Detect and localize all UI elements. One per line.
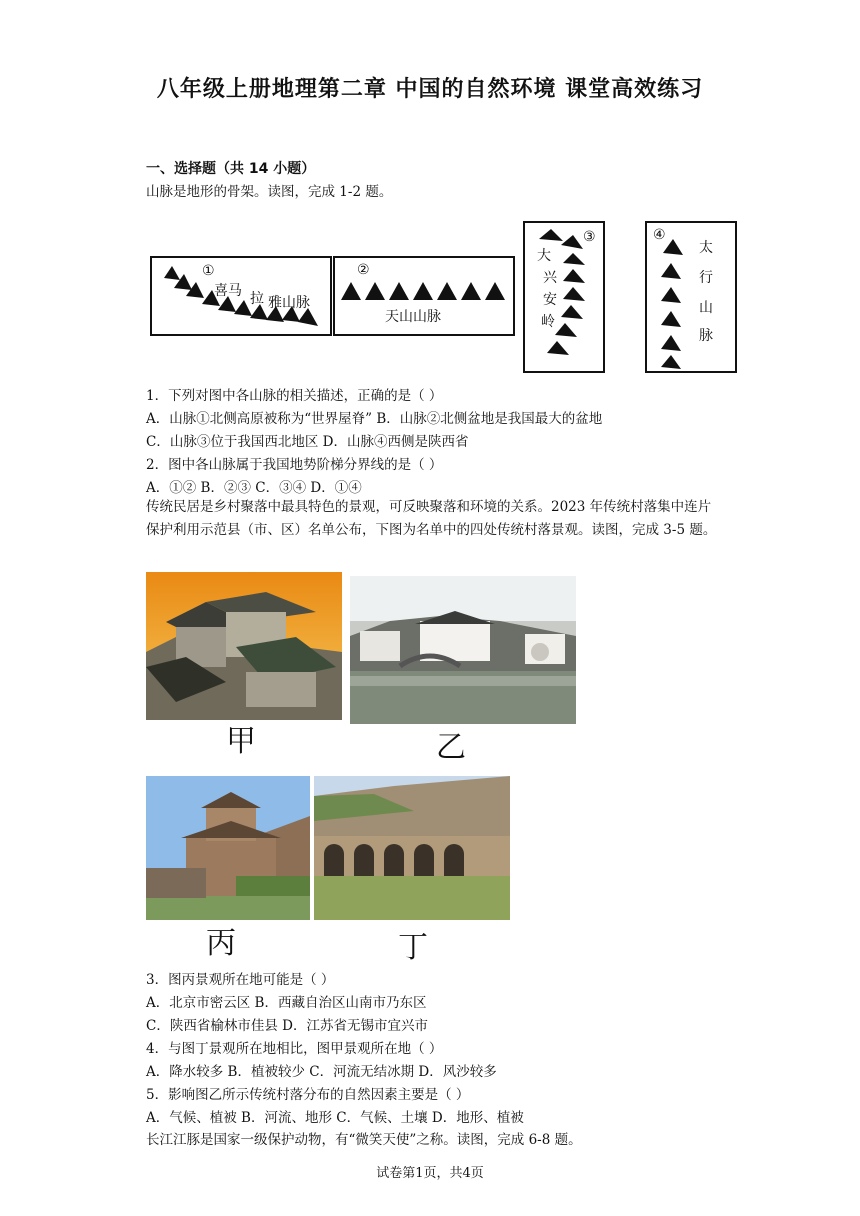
water-village-image [350, 576, 576, 724]
caption-bing: 丙 [206, 926, 236, 961]
cliff-temple-image [146, 776, 310, 920]
q1-stem: 1．下列对图中各山脉的相关描述，正确的是（ ） [146, 388, 443, 404]
q3-stem: 3．图丙景观所在地可能是（ ） [146, 972, 335, 988]
mountain-1-label-a: 喜马 [214, 283, 242, 299]
mountain-4-label-a: 太 [699, 240, 713, 256]
caption-jia: 甲 [226, 724, 256, 759]
mountain-4-label-d: 脉 [699, 328, 713, 344]
q3-options-cd: C．陕西省榆林市佳县 D．江苏省无锡市宜兴市 [146, 1018, 428, 1034]
q4-stem: 4．与图丁景观所在地相比，图甲景观所在地（ ） [146, 1041, 443, 1057]
courtyard-house-image [146, 572, 342, 720]
page-footer: 试卷第1页，共4页 [376, 1166, 484, 1181]
photo-ding [314, 776, 510, 920]
q2-stem: 2．图中各山脉属于我国地势阶梯分界线的是（ ） [146, 457, 443, 473]
caption-yi: 乙 [436, 730, 466, 765]
cave-dwelling-image [314, 776, 510, 920]
mountain-3-label-c: 安 [543, 292, 557, 308]
mountain-2-number: ② [357, 262, 370, 278]
photo-yi [350, 576, 576, 724]
q4-options: A．降水较多 B．植被较少 C．河流无结冰期 D．风沙较多 [146, 1064, 497, 1080]
himalaya-box [150, 256, 332, 336]
caption-ding: 丁 [398, 930, 428, 965]
section-heading: 一、选择题（共 14 小题） [146, 161, 316, 177]
photo-bing [146, 776, 310, 920]
mountain-4-label-c: 山 [699, 300, 713, 316]
daxinganling-box [523, 221, 605, 373]
mountain-3-number: ③ [583, 229, 596, 245]
mountain-3-label-d: 岭 [541, 314, 555, 330]
taihang-mountain-icon [647, 223, 735, 371]
q3-options-ab: A．北京市密云区 B．西藏自治区山南市乃东区 [146, 995, 427, 1011]
q5-options: A．气候、植被 B．河流、地形 C．气候、土壤 D．地形、植被 [146, 1110, 524, 1126]
intro-q3-5: 传统民居是乡村聚落中最具特色的景观，可反映聚落和环境的关系。2023 年传统村落集中连片保护利用示范县（市、区）名单公布，下图为名单中的四处传统村落景观。读图，完成 3-5 题。 [146, 499, 717, 538]
intro-q1-2: 山脉是地形的骨架。读图，完成 1-2 题。 [146, 184, 393, 200]
mountain-2-label: 天山山脉 [385, 309, 441, 325]
mountain-4-label-b: 行 [699, 270, 713, 286]
tianshan-box [333, 256, 515, 336]
page-title: 八年级上册地理第二章 中国的自然环境 课堂高效练习 [156, 77, 704, 102]
mountain-3-label-b: 兴 [543, 270, 557, 286]
photo-jia [146, 572, 342, 720]
taihang-box [645, 221, 737, 373]
q1-options-cd: C．山脉③位于我国西北地区 D．山脉④西侧是陕西省 [146, 434, 469, 450]
mountain-1-label-c: 雅山脉 [268, 295, 310, 311]
q5-stem: 5．影响图乙所示传统村落分布的自然因素主要是（ ） [146, 1087, 470, 1103]
mountain-3-label-a: 大 [537, 248, 551, 264]
q1-options-ab: A．山脉①北侧高原被称为“世界屋脊” B．山脉②北侧盆地是我国最大的盆地 [146, 411, 603, 427]
mountain-1-label-b: 拉 [250, 291, 264, 307]
q2-options: A．①② B．②③ C．③④ D．①④ [146, 480, 362, 496]
mountain-4-number: ④ [653, 227, 666, 243]
mountain-1-number: ① [202, 263, 215, 279]
intro-q6-8: 长江江豚是国家一级保护动物，有“微笑天使”之称。读图，完成 6-8 题。 [146, 1132, 582, 1148]
